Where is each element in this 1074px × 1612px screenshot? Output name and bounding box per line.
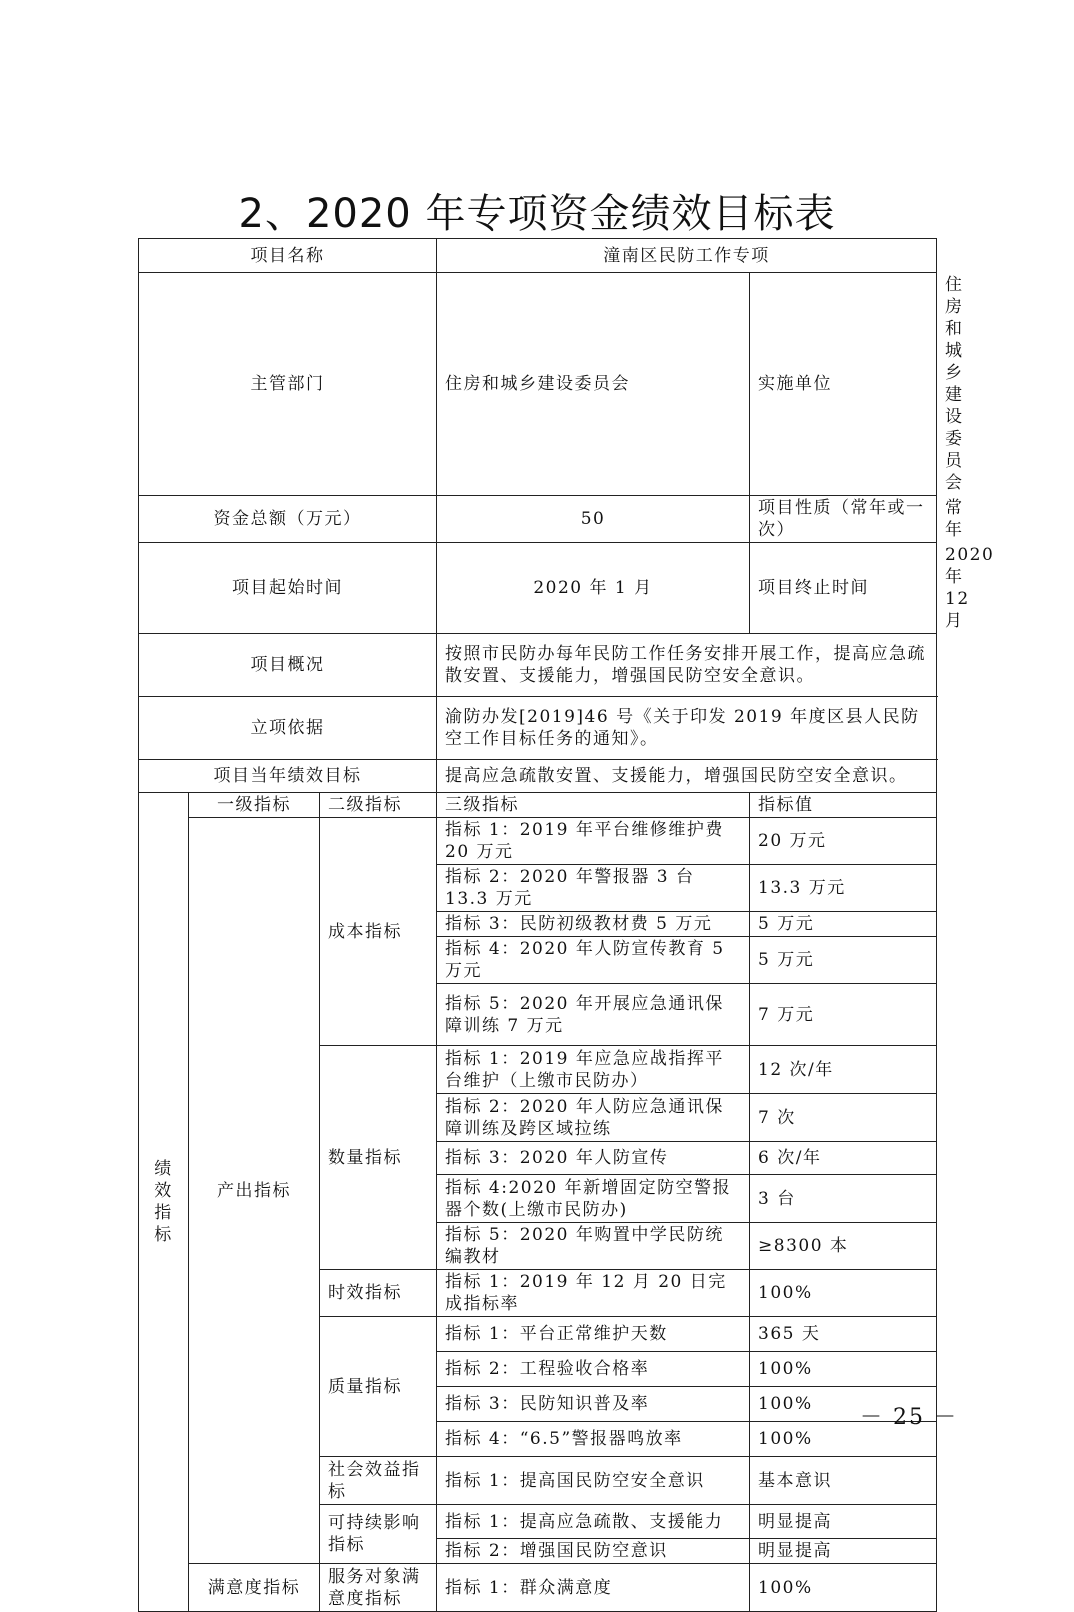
indicator-value: 明显提高 — [750, 1539, 937, 1564]
indicator-value: 100% — [750, 1422, 937, 1457]
indicator-value: 7 万元 — [750, 984, 937, 1046]
indicator-value: 6 次/年 — [750, 1142, 937, 1175]
basis-value: 渝防办发[2019]46 号《关于印发 2019 年度区县人民防空工作目标任务的通知》。 — [437, 697, 937, 760]
indicator-value: 100% — [750, 1564, 937, 1612]
service-indicator: 服务对象满意度指标 — [320, 1564, 437, 1612]
start-value: 2020 年 1 月 — [437, 543, 750, 634]
indicator-value: 明显提高 — [750, 1505, 937, 1539]
end-label: 项目终止时间 — [750, 543, 937, 634]
indicator-value: 100% — [750, 1352, 937, 1387]
table-row — [139, 1564, 937, 1612]
nature-label: 项目性质（常年或一次） — [750, 496, 937, 543]
indicator-text: 指标 2：增强国民防空意识 — [437, 1539, 750, 1564]
sustain-indicator: 可持续影响指标 — [320, 1505, 437, 1564]
indicator-text: 指标 1：2019 年 12 月 20 日完成指标率 — [437, 1270, 750, 1317]
indicator-text: 指标 2：2020 年警报器 3 台 13.3 万元 — [437, 865, 750, 912]
indicator-text: 指标 1：提高应急疏散、支援能力 — [437, 1505, 750, 1539]
indicator-text: 指标 5：2020 年开展应急通讯保障训练 7 万元 — [437, 984, 750, 1046]
level2-header: 二级指标 — [320, 793, 437, 818]
project-name-value: 潼南区民防工作专项 — [437, 239, 937, 273]
overview-value: 按照市民防办每年民防工作任务安排开展工作，提高应急疏散安置、支援能力，增强国民防空安全意识。 — [437, 634, 937, 697]
indicator-value: 3 台 — [750, 1175, 937, 1223]
indicator-value: 20 万元 — [750, 818, 937, 865]
page-title: 2、2020 年专项资金绩效目标表 — [238, 191, 836, 237]
goal-value: 提高应急疏散安置、支援能力，增强国民防空安全意识。 — [437, 760, 937, 793]
indicator-text: 指标 4：2020 年人防宣传教育 5 万元 — [437, 937, 750, 984]
value-header: 指标值 — [750, 793, 937, 818]
indicator-text: 指标 1：2019 年应急应战指挥平台维护（上缴市民防办） — [437, 1046, 750, 1094]
page-number: － 25 － — [860, 1405, 958, 1430]
indicator-value: 5 万元 — [750, 912, 937, 937]
fund-value: 50 — [437, 496, 750, 543]
indicator-value: 7 次 — [750, 1094, 937, 1142]
performance-table: 项目名称 潼南区民防工作专项 主管部门 住房和城乡建设委员会 实施单位 住房和城乡建设委员会 资金总额（万元） 50 项目性质（常年或一次） 常年 项目起始时间 2020 年 1 月 项目终止时间 2020 年 12 月 项目概况 按照市民防办每年民防工作任务安排开展工作，提高应急疏散安置、支援能力，增强国民防空安全意识。 立项依据 渝防办发[2019]46 号《关于印发 2019 年度区县人民防空工作目标任务的通知》。 项目当年绩效目标 提高应急疏散安置、支援能力，增强国民防空安全意识。 绩 效 指 标 一级指标 二级指标 三级指标 指标值 产出指标 成本指标 指标 1：2019 年平台维修维护费 20 万元 20 万元 指标 2：2020 年警报器 3 台 13.3 万元 13.3 万元 指标 3：民防初级教材费 5 万元 5 万元 指标 4：2020 年人防宣传教育 5 万元 5 万元 指标 5：2020 年开展应急通讯保障训练 7 万元 7 万元 数量指标 指标 1：2019 年应急应战指挥平台维护（上缴市民防办） 12 次/年 指标 2：2020 年人防应急通讯保障训练及跨区域拉练 7 次 指标 3：2020 年人防宣传 6 次/年 指标 4:2020 年新增固定防空警报器个数(上缴市民防办) 3 台 指标 5：2020 年购置中学民防统编教材 ≥8300 本 时效指标 指标 1：2019 年 12 月 20 日完成指标率 100% 质量指标 指标 1：平台正常维护天数 365 天 指标 2：工程验收合格率 100% 指标 3：民防知识普及率 100% 指标 4：“6.5”警报器鸣放率 100% 社会效益指标 指标 1：提高国民防空安全意识 基本意识 可持续影响指标 指标 1：提高应急疏散、支援能力 明显提高 指标 2：增强国民防空意识 明显提高 满意度指标 服务对象满意度指标 指标 1：群众满意度 100% — [138, 238, 937, 1612]
social-indicator: 社会效益指标 — [320, 1457, 437, 1505]
goal-label: 项目当年绩效目标 — [139, 760, 437, 793]
overview-label: 项目概况 — [139, 634, 437, 697]
indicator-text: 指标 1：平台正常维护天数 — [437, 1317, 750, 1352]
indicator-text: 指标 4：“6.5”警报器鸣放率 — [437, 1422, 750, 1457]
indicator-text: 指标 3：2020 年人防宣传 — [437, 1142, 750, 1175]
quality-indicator: 质量指标 — [320, 1317, 437, 1457]
indicator-value: 12 次/年 — [750, 1046, 937, 1094]
indicator-value: 5 万元 — [750, 937, 937, 984]
dept-value: 住房和城乡建设委员会 — [437, 273, 750, 496]
indicator-text: 指标 5：2020 年购置中学民防统编教材 — [437, 1223, 750, 1270]
indicator-text: 指标 2：工程验收合格率 — [437, 1352, 750, 1387]
indicator-value: 基本意识 — [750, 1457, 937, 1505]
project-name-label: 项目名称 — [139, 239, 437, 273]
quantity-indicator: 数量指标 — [320, 1046, 437, 1270]
indicator-text: 指标 3：民防知识普及率 — [437, 1387, 750, 1422]
indicator-text: 指标 3：民防初级教材费 5 万元 — [437, 912, 750, 937]
indicator-text: 指标 1：提高国民防空安全意识 — [437, 1457, 750, 1505]
output-indicator: 产出指标 — [189, 818, 320, 1564]
indicator-text: 指标 2：2020 年人防应急通讯保障训练及跨区域拉练 — [437, 1094, 750, 1142]
indicator-text: 指标 1：群众满意度 — [437, 1564, 750, 1612]
table-row — [139, 818, 937, 865]
fund-label: 资金总额（万元） — [139, 496, 437, 543]
indicator-value: 100% — [750, 1387, 937, 1422]
dept-label: 主管部门 — [139, 273, 437, 496]
indicator-text: 指标 4:2020 年新增固定防空警报器个数(上缴市民防办) — [437, 1175, 750, 1223]
satisfaction-indicator: 满意度指标 — [189, 1564, 320, 1612]
level1-header: 一级指标 — [189, 793, 320, 818]
indicator-value: ≥8300 本 — [750, 1223, 937, 1270]
basis-label: 立项依据 — [139, 697, 437, 760]
indicator-text: 指标 1：2019 年平台维修维护费 20 万元 — [437, 818, 750, 865]
indicator-value: 365 天 — [750, 1317, 937, 1352]
level3-header: 三级指标 — [437, 793, 750, 818]
impl-label: 实施单位 — [750, 273, 937, 496]
indicator-value: 13.3 万元 — [750, 865, 937, 912]
timeliness-indicator: 时效指标 — [320, 1270, 437, 1317]
indicator-value: 100% — [750, 1270, 937, 1317]
cost-indicator: 成本指标 — [320, 818, 437, 1046]
start-label: 项目起始时间 — [139, 543, 437, 634]
perf-indicator-label: 绩 效 指 标 — [139, 793, 189, 1612]
